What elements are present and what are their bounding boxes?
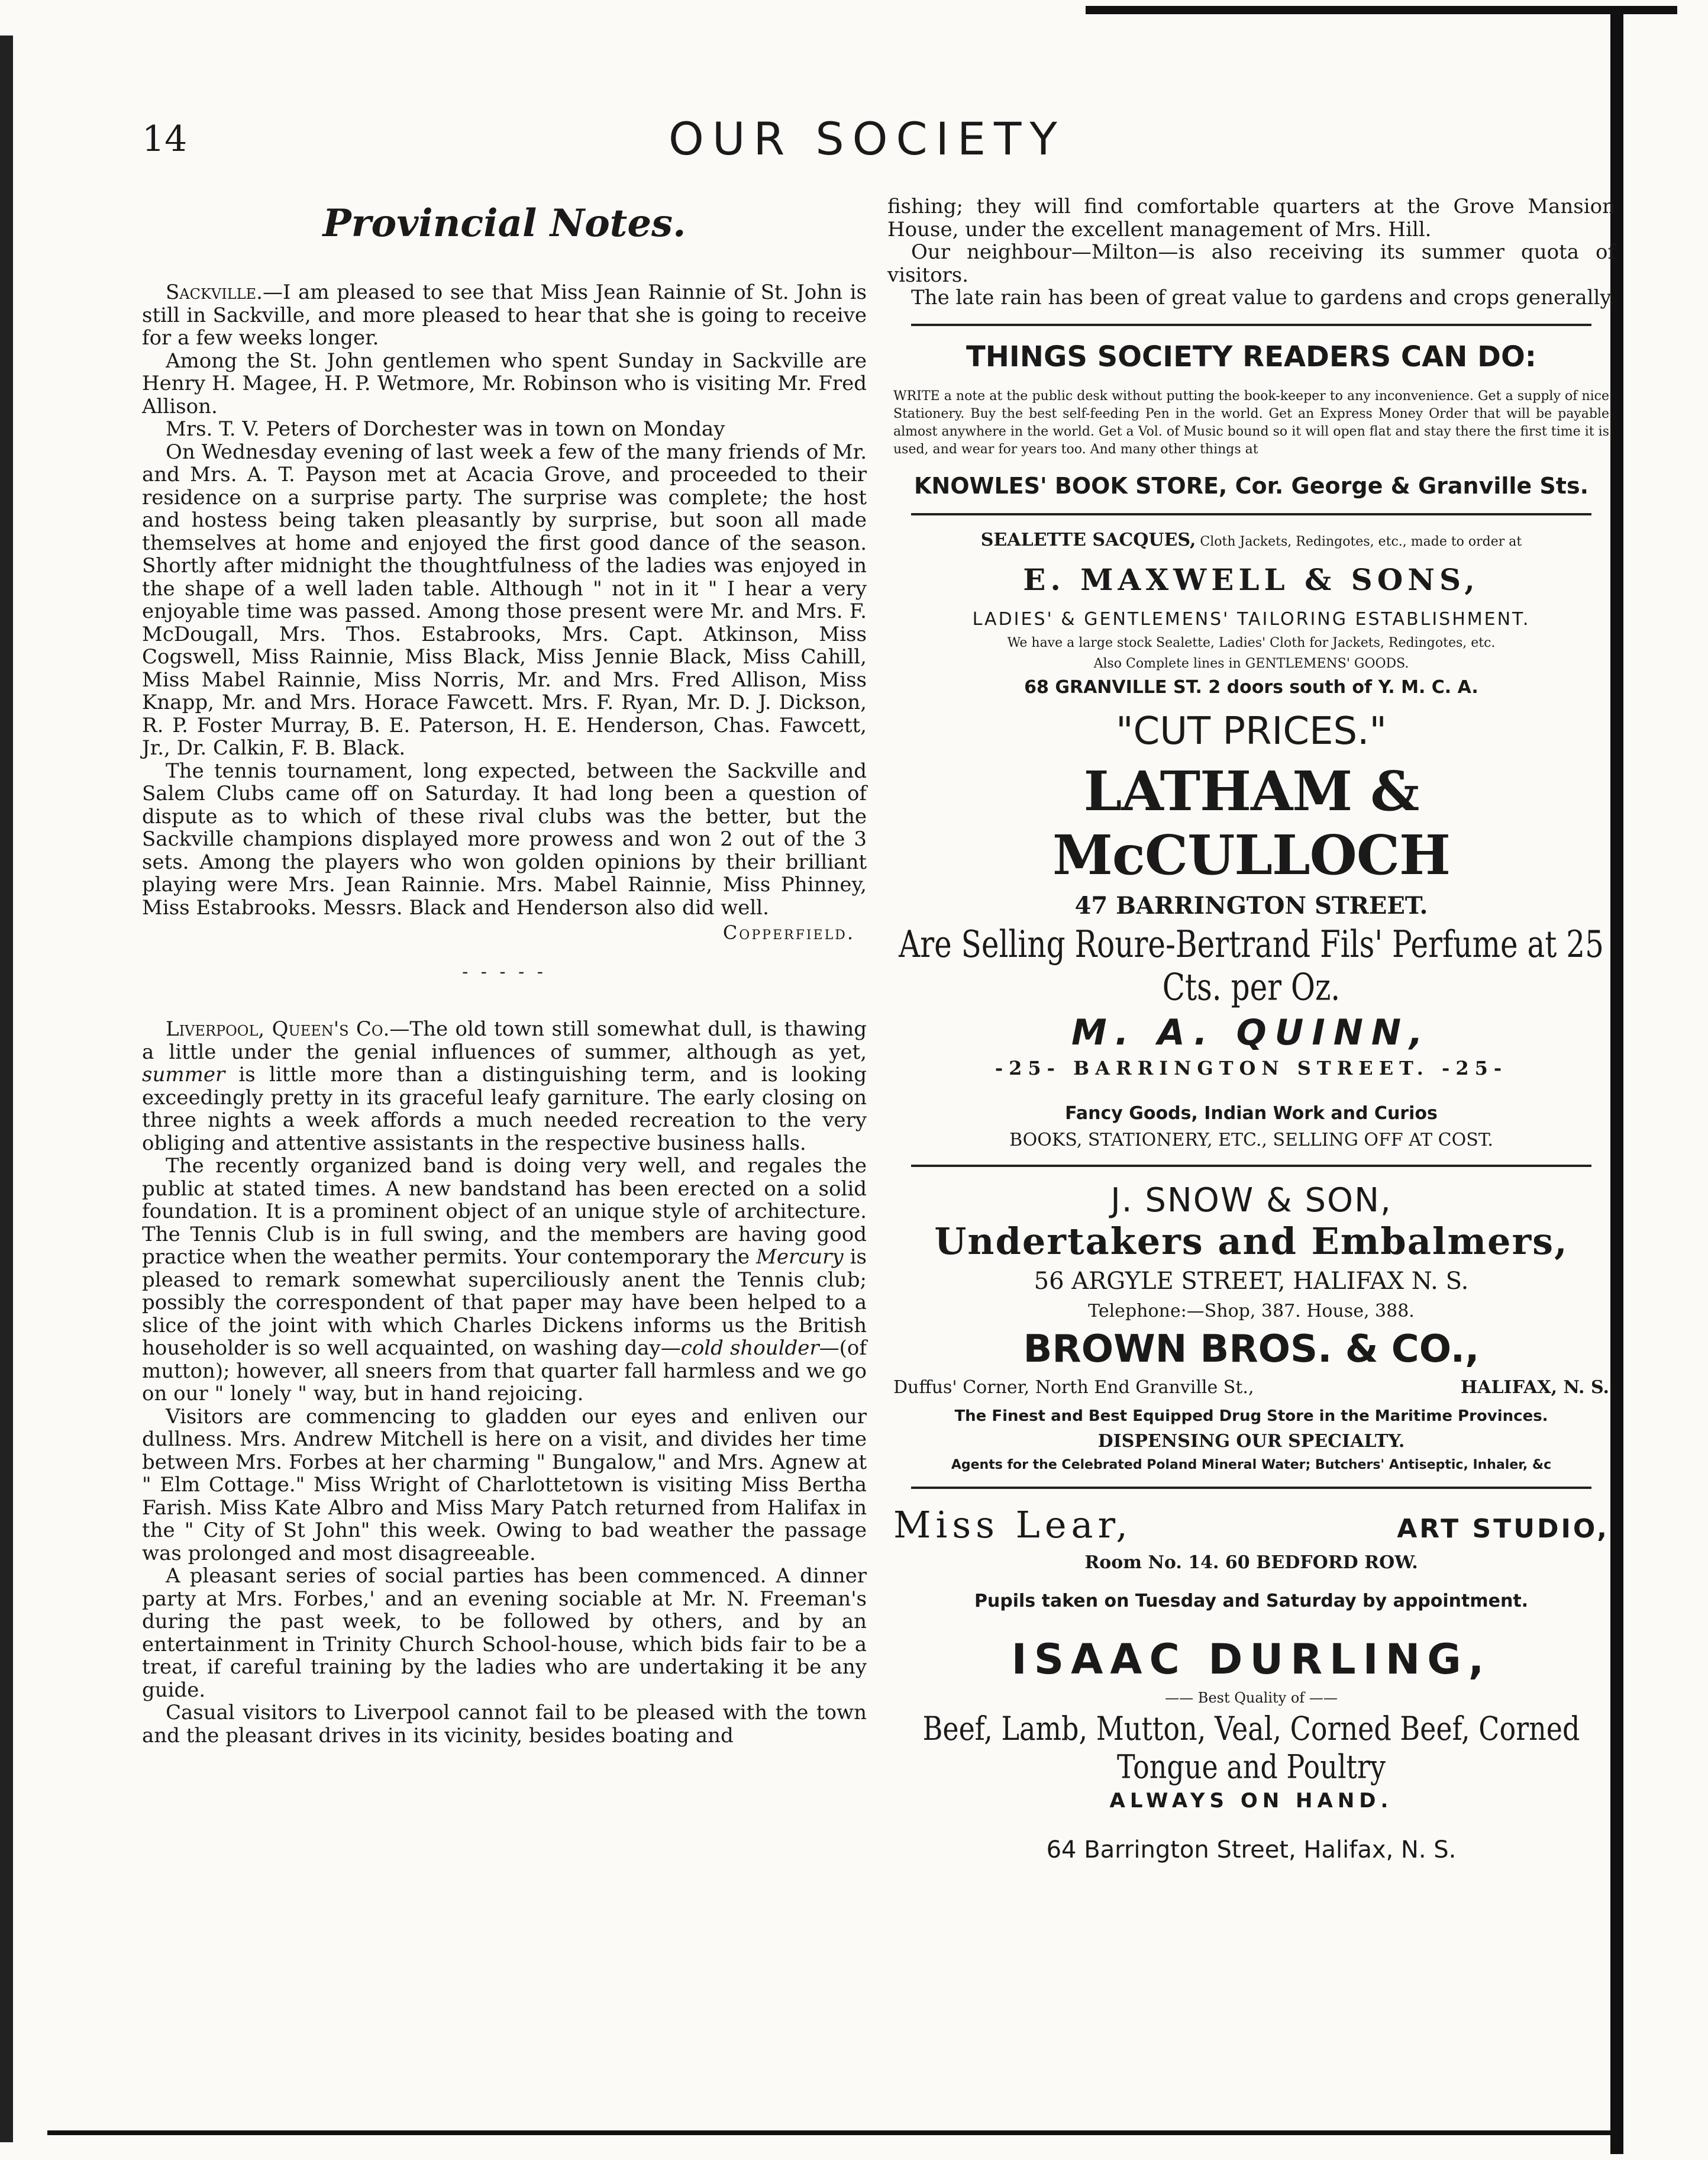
paragraph: The tennis tournament, long expected, between the Sackville and Salem Clubs came off on Saturday. It had long been a question of dispute as to which of these rival clubs was the better, but the Sackville champions displayed more prowess and won 2 out of the 3 sets. Among the players who won golden opinions by their brilliant playing were Mrs. Jean Rainnie. Mrs. Mabel Rainnie, Miss Phinney, Miss Estabrooks. Messrs. Black and Henderson also did well. <box>142 759 867 920</box>
paragraph: Casual visitors to Liverpool cannot fail to be pleased with the town and the pleasant drives in its vicinity, besides boating and <box>142 1701 867 1748</box>
rule <box>911 1487 1591 1489</box>
ad-name: E. MAXWELL & SONS, <box>1023 562 1480 597</box>
rule <box>911 1165 1591 1167</box>
paragraph <box>142 1018 867 1155</box>
paragraph-text: is pleased to remark somewhat superciliously anent the Tennis club; possibly the correspondent of that paper may have been helped to a slice of the joint with which Charles Dickens informs us the British householder is so well acquainted, on washing day— <box>142 1245 867 1360</box>
ad-text: ART STUDIO, <box>1397 1513 1609 1544</box>
emphasis: Mercury <box>756 1245 844 1269</box>
ad-line: Pupils taken on Tuesday and Saturday by appointment. <box>974 1590 1529 1611</box>
ad-line: DISPENSING OUR SPECIALTY. <box>1097 1430 1405 1452</box>
paragraph: fishing; they will find comfortable quarters at the Grove Mansion House, under the excellent management of Mrs. Hill. <box>887 195 1615 241</box>
ad-line: We have a large stock Sealette, Ladies' Cloth for Jackets, Redingotes, etc. <box>1007 635 1496 650</box>
right-column <box>887 195 1615 1864</box>
place-lead: Liverpool, Queen's Co. <box>166 1017 390 1041</box>
left-column <box>142 195 867 1747</box>
scan-border-top <box>1086 6 1677 14</box>
paragraph: Visitors are commencing to gladden our eyes and enliven our dullness. Mrs. Andrew Mitchell is here on a visit, and divides her time between Mrs. Forbes at her charming " Bungalow," and Mrs. Agnew at " Elm Cottage." Miss Wright of Charlottetown is visiting Miss Bertha Farish. Miss Kate Albro and Miss Mary Patch returned from Halifax in the " City of St John" this week. Owing to bad weather the passage was prolonged and most disagreeable. <box>142 1404 867 1565</box>
rule <box>911 513 1591 515</box>
ad-store: KNOWLES' BOOK STORE, Cor. George & Granville Sts. <box>913 472 1589 499</box>
paragraph <box>142 281 867 350</box>
ad-line: Beef, Lamb, Mutton, Veal, Corned Beef, Corned Tongue and Poultry <box>922 1708 1580 1786</box>
paragraph-text: —I am pleased to see that Miss Jean Rainnie of St. John is still in Sackville, and more pleased to hear that she is going to receive for a few weeks longer. <box>142 281 867 350</box>
ad-line-big: SEALETTE SACQUES, <box>980 529 1196 550</box>
ad-name: M. A. QUINN, <box>1071 1011 1431 1053</box>
place-lead: Sackville. <box>166 281 263 304</box>
ad-line: Undertakers and Embalmers, <box>934 1219 1568 1263</box>
ad-address: Room No. 14. 60 BEDFORD ROW. <box>1084 1552 1418 1573</box>
ad-line: Fancy Goods, Indian Work and Curios <box>1065 1102 1438 1124</box>
ad-name: LATHAM & McCULLOCH <box>1052 759 1450 887</box>
ad-text: HALIFAX, N. S. <box>1460 1376 1609 1398</box>
running-head: OUR SOCIETY <box>669 112 1066 165</box>
divider: - - - - - <box>462 962 547 982</box>
ad-name: ISAAC DURLING, <box>1011 1634 1491 1684</box>
ad-name: J. SNOW & SON, <box>1110 1181 1392 1220</box>
paragraph: On Wednesday evening of last week a few of the many friends of Mr. and Mrs. A. T. Payson met at Acacia Grove, and proceeded to their residence on a surprise party. The surprise was complete; the host and hostess being taken pleasantly by surprise, but soon all made themselves at home and enjoyed the first good dance of the season. Shortly after midnight the thoughtfulness of the ladies was enjoyed in the shape of a well laden table. Although " not in it " I hear a very enjoyable time was passed. Among those present were Mr. and Mrs. F. McDougall, Mrs. Thos. Estabrooks, Mrs. Capt. Atkinson, Miss Cogswell, Miss Rainnie, Miss Black, Miss Jennie Black, Miss Cahill, Miss Mabel Rainnie, Miss Norris, Mr. and Mrs. Fred Allison, Miss Knapp, Mr. and Mrs. Horace Fawcett. Mrs. F. Ryan, Mr. D. J. Dickson, R. P. Foster Murray, B. E. Paterson, H. E. Henderson, Chas. Fawcett, Jr., Dr. Calkin, F. B. Black. <box>142 440 867 760</box>
paragraph-text: The recently organized band is doing very well, and regales the public at stated times. A new bandstand has been erected on a solid foundation. It is a prominent object of an unique style of architecture. The Tennis Club is in full swing, and the members are having good practice when the weather permits. Your contemporary the <box>142 1154 867 1269</box>
paragraph: Among the St. John gentlemen who spent Sunday in Sackville are Henry H. Magee, H. P. Wetmore, Mr. Robinson who is visiting Mr. Fred Allison. <box>142 349 867 418</box>
ad-line-small: Cloth Jackets, Redingotes, etc., made to order at <box>1196 534 1522 549</box>
section-title: Provincial Notes. <box>322 201 686 246</box>
scan-border-left <box>0 36 13 2142</box>
ad-line: LADIES' & GENTLEMENS' TAILORING ESTABLISHMENT. <box>972 608 1531 630</box>
emphasis: summer <box>142 1063 225 1087</box>
paragraph <box>142 1155 867 1405</box>
ad-line: Telephone:—Shop, 387. House, 388. <box>1088 1300 1415 1321</box>
paragraph: A pleasant series of social parties has been commenced. A dinner party at Mrs. Forbes,' and an evening sociable at Mr. N. Freeman's during the past week, to be followed by others, and by an entertainment in Trinity Church School-house, which bids fair to be a treat, if careful training by the ladies who are undertaking it be any guide. <box>142 1564 867 1702</box>
rule <box>911 324 1591 326</box>
ad-address: 56 ARGYLE STREET, HALIFAX N. S. <box>1034 1267 1469 1295</box>
paragraph-text: —(of mutton); however, all sneers from that quarter fall harmless and we go on our " lonely " way, but in hand rejoicing. <box>142 1336 867 1405</box>
ad-address: -25- BARRINGTON STREET. -25- <box>995 1056 1508 1079</box>
ad-line <box>887 530 1615 550</box>
ad-address: 68 GRANVILLE ST. 2 doors south of Y. M. C. A. <box>1024 676 1478 698</box>
ad-line: The Finest and Best Equipped Drug Store in the Maritime Provinces. <box>954 1407 1548 1425</box>
page-number: 14 <box>142 118 188 160</box>
ad-line: —— Best Quality of —— <box>1165 1689 1338 1706</box>
ad-name: Miss Lear, <box>893 1503 1133 1546</box>
ad-line: BOOKS, STATIONERY, ETC., SELLING OFF AT COST. <box>1009 1129 1493 1150</box>
ad-line: Agents for the Celebrated Poland Mineral Water; Butchers' Antiseptic, Inhaler, &c <box>951 1457 1552 1472</box>
ad-line: Are Selling Roure-Bertrand Fils' Perfume at 25 Cts. per Oz. <box>899 923 1604 1008</box>
paragraph: Mrs. T. V. Peters of Dorchester was in town on Monday <box>166 417 725 441</box>
signature: Copperfield. <box>722 921 855 944</box>
ad-name: BROWN BROS. & CO., <box>1023 1327 1480 1371</box>
ad-line: "CUT PRICES." <box>1116 709 1387 753</box>
ad-address: 47 BARRINGTON STREET. <box>1074 891 1428 920</box>
ad-line: Also Complete lines in GENTLEMENS' GOODS. <box>1093 656 1409 671</box>
ad-line <box>893 1503 1609 1546</box>
ad-line: ALWAYS ON HAND. <box>1109 1788 1393 1813</box>
ad-heading: THINGS SOCIETY READERS CAN DO: <box>966 340 1536 373</box>
scan-border-bottom <box>47 2130 1621 2135</box>
paragraph: The late rain has been of great value to gardens and crops generally. <box>911 286 1615 310</box>
ad-body: WRITE a note at the public desk without putting the book-keeper to any inconvenience. Get a supply of nice Stationery. Buy the best self-feeding Pen in the world. Get an Express Money Order that will be payable almost anywhere in the world. Get a Vol. of Music bound so it will open flat and stay there the first time it is used, and wear for years too. And many other things at <box>893 388 1609 457</box>
paragraph-text: is little more than a distinguishing term, and is looking exceedingly pretty in its graceful leafy garniture. The early closing on three nights a week affords a much needed recreation to the very obliging and attentive assistants in the respective business halls. <box>142 1063 867 1155</box>
ad-text: Duffus' Corner, North End Granville St., <box>893 1376 1254 1398</box>
ad-address: 64 Barrington Street, Halifax, N. S. <box>1046 1836 1457 1864</box>
paragraph: Our neighbour—Milton—is also receiving its summer quota of visitors. <box>887 240 1615 287</box>
emphasis: cold shoulder <box>680 1336 819 1360</box>
paragraph-text: —The old town still somewhat dull, is thawing a little under the genial influences of summer, although as yet, <box>142 1017 867 1064</box>
ad-line <box>893 1377 1609 1398</box>
